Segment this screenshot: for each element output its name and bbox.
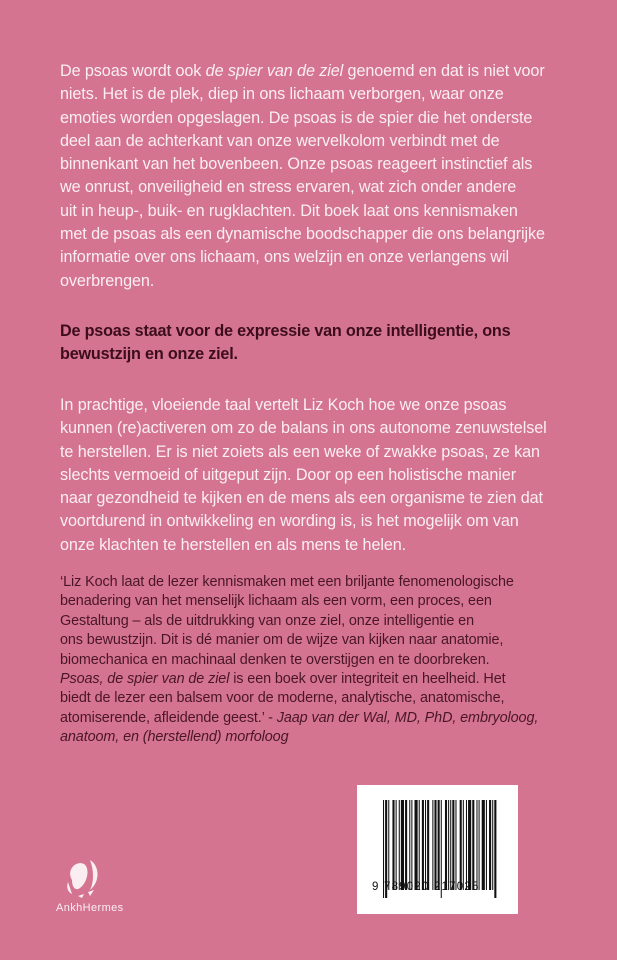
barcode-bar [489, 800, 491, 890]
barcode-bar [460, 800, 462, 890]
text-segment: met de psoas als een dynamische boodschapper die ons belangrijke [60, 225, 545, 244]
barcode-bar [494, 800, 496, 898]
barcode-bar [422, 800, 424, 890]
text-line [60, 612, 580, 631]
isbn-barcode [357, 785, 518, 914]
text-line [60, 651, 580, 670]
barcode-bar [411, 800, 412, 890]
barcode-bar [492, 800, 493, 890]
text-line [60, 631, 580, 650]
text-segment: kunnen (re)activeren om zo de balans in ons autonome zenuwstelsel [60, 419, 547, 438]
text-line [60, 394, 580, 417]
text-segment: voortdurend in ontwikkeling en wording is, is het mogelijk om van [60, 512, 519, 531]
intro-paragraph [60, 60, 580, 293]
text-line [60, 130, 580, 153]
text-line [60, 83, 580, 106]
text-line [60, 510, 580, 533]
text-segment: niets. Het is de plek, diep in ons lichaam verborgen, waar onze [60, 85, 504, 104]
text-line [60, 441, 580, 464]
italic-text: de spier van de ziel [205, 62, 344, 80]
text-line [60, 464, 580, 487]
barcode-bar [396, 800, 397, 890]
text-segment: genoemd en dat is niet voor [343, 62, 545, 80]
text-segment: te herstellen. Er is niet zoiets als een weke of zwakke psoas, ze kan [60, 442, 540, 461]
barcode-bar [476, 800, 477, 890]
text-segment: we onrust, onveiligheid en stress ervaren, wat zich onder andere [60, 178, 517, 197]
barcode-bar [401, 800, 404, 890]
barcode-bar [482, 800, 485, 890]
highlight-paragraph [60, 320, 580, 367]
text-segment: biomechanica en machinaal denken te overstijgen en te doorbreken. [60, 651, 490, 668]
text-line [60, 343, 580, 366]
italic-text: Jaap van der Wal, MD, PhD, embryoloog, [276, 709, 539, 726]
barcode-bar [434, 800, 436, 890]
barcode-bar [466, 800, 467, 890]
text-segment: atomiserende, afleidende geest.’ - [60, 709, 277, 726]
text-line [60, 670, 580, 689]
barcode-bar [450, 800, 451, 890]
barcode-bar [445, 800, 447, 890]
barcode-bar [415, 800, 418, 890]
text-segment: bewustzijn en onze ziel. [60, 345, 238, 364]
text-line [60, 60, 580, 83]
text-line [60, 592, 580, 611]
text-segment: binnenkant van het bovenbeen. Onze psoas reageert instinctief als [60, 155, 533, 174]
barcode-bar [438, 800, 440, 890]
barcode-bar [409, 800, 410, 890]
barcode-bar [427, 800, 429, 890]
barcode-bar [405, 800, 407, 890]
text-line [60, 320, 580, 343]
text-segment: Gestaltung – als de uitdrukking van onze ziel, onze intelligentie en [60, 612, 474, 629]
text-line [60, 573, 580, 592]
barcode-bar [486, 800, 487, 890]
text-line [60, 176, 580, 199]
italic-text: anatoom, en (herstellend) morfoloog [60, 729, 289, 746]
endorsement-quote [60, 573, 580, 748]
text-line [60, 709, 580, 728]
barcode-bar [399, 800, 400, 890]
text-segment: overbrengen. [60, 271, 155, 290]
barcode-bar [472, 800, 474, 890]
barcode-bar [425, 800, 426, 890]
text-segment: De psoas wordt ook [60, 62, 206, 80]
text-line [60, 487, 580, 510]
text-line [60, 689, 580, 708]
publisher-name: AnkhHermes [56, 902, 124, 914]
barcode-bar [463, 800, 464, 890]
barcode-bar [392, 800, 394, 890]
text-line [60, 728, 580, 747]
text-line [60, 246, 580, 269]
text-segment: In prachtige, vloeiende taal vertelt Liz Koch hoe we onze psoas [60, 396, 507, 414]
text-segment: naar gezondheid te kijken en de mens als een organisme te zien dat [60, 489, 543, 508]
text-segment: uit in heup-, buik- en rugklachten. Dit boek laat ons kennismaken [60, 201, 518, 220]
text-line [60, 153, 580, 176]
text-segment: is een boek over integriteit en heelheid. Het [229, 671, 506, 688]
text-segment: ons bewustzijn. Dit is dé manier om de wijze van kijken naar anatomie, [60, 632, 504, 649]
barcode-bar [448, 800, 449, 890]
description-paragraph [60, 394, 580, 557]
text-line [60, 223, 580, 246]
text-line [60, 200, 580, 223]
barcode-bar [388, 800, 389, 890]
barcode-bar [479, 800, 480, 890]
barcode-bar [432, 800, 433, 890]
text-segment: slechts vermoeid of uitgeput zijn. Door op een holistische manier [60, 465, 516, 484]
barcode-bar [455, 800, 456, 890]
barcode-bar [468, 800, 471, 890]
text-segment: informatie over ons lichaam, ons welzijn en onze verlangens wil [60, 248, 509, 267]
text-segment: deel aan de achterkant van onze wervelkolom verbindt met de [60, 131, 500, 150]
barcode-bar [452, 800, 454, 890]
text-line [60, 270, 580, 293]
italic-text: Psoas, de spier van de ziel [60, 671, 230, 688]
text-line [60, 534, 580, 557]
text-segment: biedt de lezer een balsem voor de moderne, analytische, anatomische, [60, 690, 505, 707]
text-line [60, 107, 580, 130]
text-segment: De psoas staat voor de expressie van onze intelligentie, ons [60, 322, 511, 340]
text-line [60, 417, 580, 440]
barcode-bar [419, 800, 420, 890]
text-segment: onze klachten te herstellen en als mens te helen. [60, 535, 407, 554]
text-segment: ‘Liz Koch laat de lezer kennismaken met een briljante fenomenologische [60, 574, 514, 590]
text-segment: benadering van het menselijk lichaam als een vorm, een proces, een [60, 593, 492, 610]
isbn-number: 9 789020 217025 [372, 881, 480, 893]
text-segment: emoties worden opgeslagen. De psoas is de spier die het onderste [60, 108, 533, 127]
